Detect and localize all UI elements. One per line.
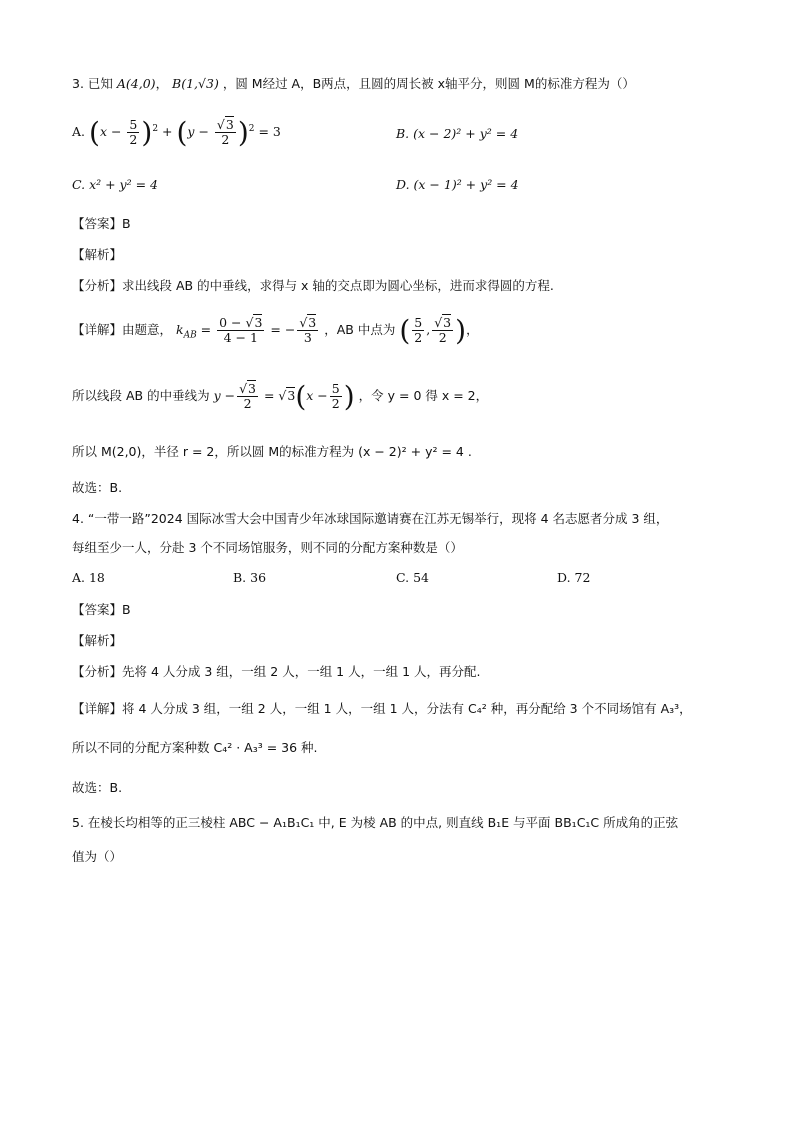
q3-line2: 所以线段 AB 的中垂线为 y − $\frac{√3}{2}$ = √3(x − $\frac{5}{2}$ ) ，令 y = 0 得 x = 2， bbox=[72, 380, 489, 413]
q3-stem-prefix: 3. 已知 bbox=[72, 76, 113, 91]
q5-stem-line2: 值为（） bbox=[72, 849, 123, 864]
q4-option-a: A. 18 bbox=[72, 570, 105, 585]
q3-xiangjie-mid: ，AB 中点为 bbox=[324, 322, 396, 337]
q3-point-b: B(1,√3) bbox=[172, 76, 219, 91]
q3-answer: 【答案】B bbox=[72, 216, 131, 231]
q3-xiangjie-label: 【详解】由题意， bbox=[72, 322, 173, 337]
q3-stem: 3. 已知 A(4,0)， B(1,√3) ，圆 M经过 A，B两点，且圆的周长被 x轴平分，则圆 M的标准方程为（） bbox=[72, 76, 635, 91]
q4-option-c: C. 54 bbox=[396, 570, 429, 585]
q4-option-d: D. 72 bbox=[557, 570, 591, 585]
q3-point-a: A(4,0) bbox=[116, 76, 156, 91]
q3-line2-suffix: ，令 y = 0 得 x = 2， bbox=[358, 388, 489, 403]
q4-option-b: B. 36 bbox=[233, 570, 267, 585]
q3-option-c: C. x² + y² = 4 bbox=[72, 177, 158, 192]
q3-option-a-tail: = 3 bbox=[258, 124, 281, 139]
q3-line3: 所以 M(2,0)，半径 r = 2，所以圆 M的标准方程为 (x − 2)² + y² = 4 . bbox=[72, 444, 472, 459]
q3-xiangjie: 【详解】由题意， $k_{AB}$ = $\frac{0 - √3}{4 - 1}$ = − $\frac{√3}{3}$ ，AB 中点为 ( $\frac{5}{2}$ , $\frac{√3}{2}$ )， bbox=[72, 314, 479, 347]
q3-jiexi: 【解析】 bbox=[72, 247, 123, 262]
q4-fenxi: 【分析】先将 4 人分成 3 组，一组 2 人，一组 1 人，一组 1 人，再分配. bbox=[72, 664, 481, 679]
q4-answer: 【答案】B bbox=[72, 602, 131, 617]
q4-jiexi: 【解析】 bbox=[72, 633, 123, 648]
q3-line2-prefix: 所以线段 AB 的中垂线为 bbox=[72, 388, 210, 403]
q4-line2: 所以不同的分配方案种数 C₄² · A₃³ = 36 种. bbox=[72, 740, 318, 755]
q4-xiangjie: 【详解】将 4 人分成 3 组，一组 2 人，一组 1 人，一组 1 人，分法有 C₄² 种，再分配给 3 个不同场馆有 A₃³， bbox=[72, 701, 692, 716]
q3-guxuan: 故选：B. bbox=[72, 480, 123, 495]
q3-stem-suffix: ，圆 M经过 A，B两点，且圆的周长被 x轴平分，则圆 M的标准方程为（） bbox=[222, 76, 635, 91]
q3-option-b: B. (x − 2)² + y² = 4 bbox=[396, 126, 519, 141]
q4-stem-line2: 每组至少一人，分赴 3 个不同场馆服务，则不同的分配方案种数是（） bbox=[72, 540, 463, 555]
q3-option-d: D. (x − 1)² + y² = 4 bbox=[396, 177, 519, 192]
q3-fenxi: 【分析】求出线段 AB 的中垂线，求得与 x 轴的交点即为圆心坐标，进而求得圆的方程. bbox=[72, 278, 554, 293]
q4-guxuan: 故选：B. bbox=[72, 780, 123, 795]
q4-stem-line1: 4. “一带一路”2024 国际冰雪大会中国青少年冰球国际邀请赛在江苏无锡举行，现将 4 名志愿者分成 3 组， bbox=[72, 511, 669, 526]
q3-option-a: A. (x − $\frac{5}{2}$ )$^2$ + (y − $\frac{√3}{2}$ )$^2$ = 3 bbox=[72, 116, 281, 149]
q3-option-a-label: A. bbox=[72, 124, 86, 139]
q5-stem-line1: 5. 在棱长均相等的正三棱柱 ABC − A₁B₁C₁ 中, E 为棱 AB 的中点, 则直线 B₁E 与平面 BB₁C₁C 所成角的正弦 bbox=[72, 815, 679, 830]
